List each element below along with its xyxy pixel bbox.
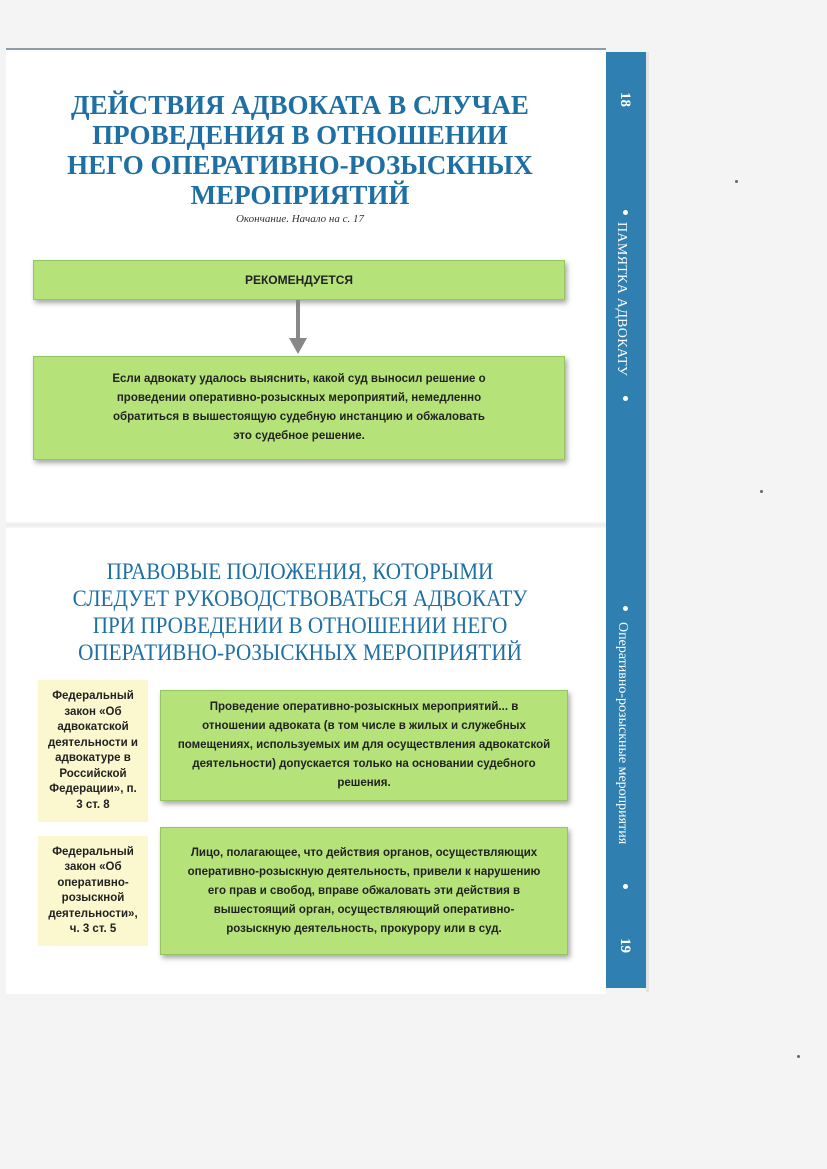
bullet-icon: [623, 210, 628, 215]
recommend-text: Если адвокату удалось выяснить, какой суд выносил решение о проведении оперативно-розыскных мероприятий, немедленно обратиться в вышестоящую судебную инстанцию и обжаловать это судебное решение.: [112, 373, 486, 442]
page-edge: [646, 52, 649, 992]
provision-source-text: Федеральный закон «Об оперативно-розыскной деятельности», ч. 3 ст. 5: [48, 845, 138, 935]
arrow-down-icon: [296, 300, 300, 342]
section-title-actions: ДЕЙСТВИЯ АДВОКАТА В СЛУЧАЕ ПРОВЕДЕНИЯ В ОТНОШЕНИИ НЕГО ОПЕРАТИВНО-РОЗЫСКНЫХ МЕРОПРИЯТИЙ: [67, 90, 533, 210]
page-number-top: 18: [617, 92, 633, 107]
scan-speck: [797, 1055, 800, 1058]
recommend-label-box: [33, 260, 565, 300]
provision-text: Проведение оперативно-розыскных мероприятий... в отношении адвоката (в том числе в жилых и служебных помещениях, используемых им для осуществления адвокатской деятельности) допускается только на основании судебного решения.: [177, 701, 551, 789]
bullet-icon: [623, 396, 628, 401]
bullet-icon: [623, 884, 628, 889]
scan-speck: [735, 180, 738, 183]
recommend-label: РЕКОМЕНДУЕТСЯ: [244, 272, 354, 287]
provision-text-box-1: [160, 690, 568, 801]
page-number-bottom: 19: [617, 938, 633, 953]
provision-source-2: [38, 836, 148, 946]
running-title-bottom: Оперативно-розыскные мероприятия: [615, 622, 630, 845]
continuation-note: Окончание. Начало на с. 17: [235, 213, 365, 225]
scan-speck: [760, 490, 763, 493]
bullet-icon: [623, 606, 628, 611]
provision-source-text: Федеральный закон «Об адвокатской деятельности и адвокатуре в Российской Федерации», п. 3 ст. 8: [48, 690, 138, 811]
page-fold: [6, 522, 649, 528]
provision-source-1: [38, 680, 148, 822]
section-title-provisions: ПРАВОВЫЕ ПОЛОЖЕНИЯ, КОТОРЫМИ СЛЕДУЕТ РУКОВОДСТВОВАТЬСЯ АДВОКАТУ ПРИ ПРОВЕДЕНИИ В ОТНОШЕНИИ НЕГО ОПЕРАТИВНО-РОЗЫСКНЫХ МЕРОПРИЯТИЙ: [72, 559, 528, 665]
arrow-head-icon: [289, 338, 307, 354]
provision-text: Лицо, полагающее, что действия органов, осуществляющих оперативно-розыскную деятельность, привели к нарушению его прав и свобод, вправе обжаловать эти действия в вышестоящий орган, осуществляющий оперативно-розыскную деятельность, прокурору или в суд.: [187, 846, 541, 935]
recommend-text-box: [33, 356, 565, 460]
running-title-top: ПАМЯТКА АДВОКАТУ: [614, 222, 629, 377]
provision-text-box-2: [160, 827, 568, 955]
